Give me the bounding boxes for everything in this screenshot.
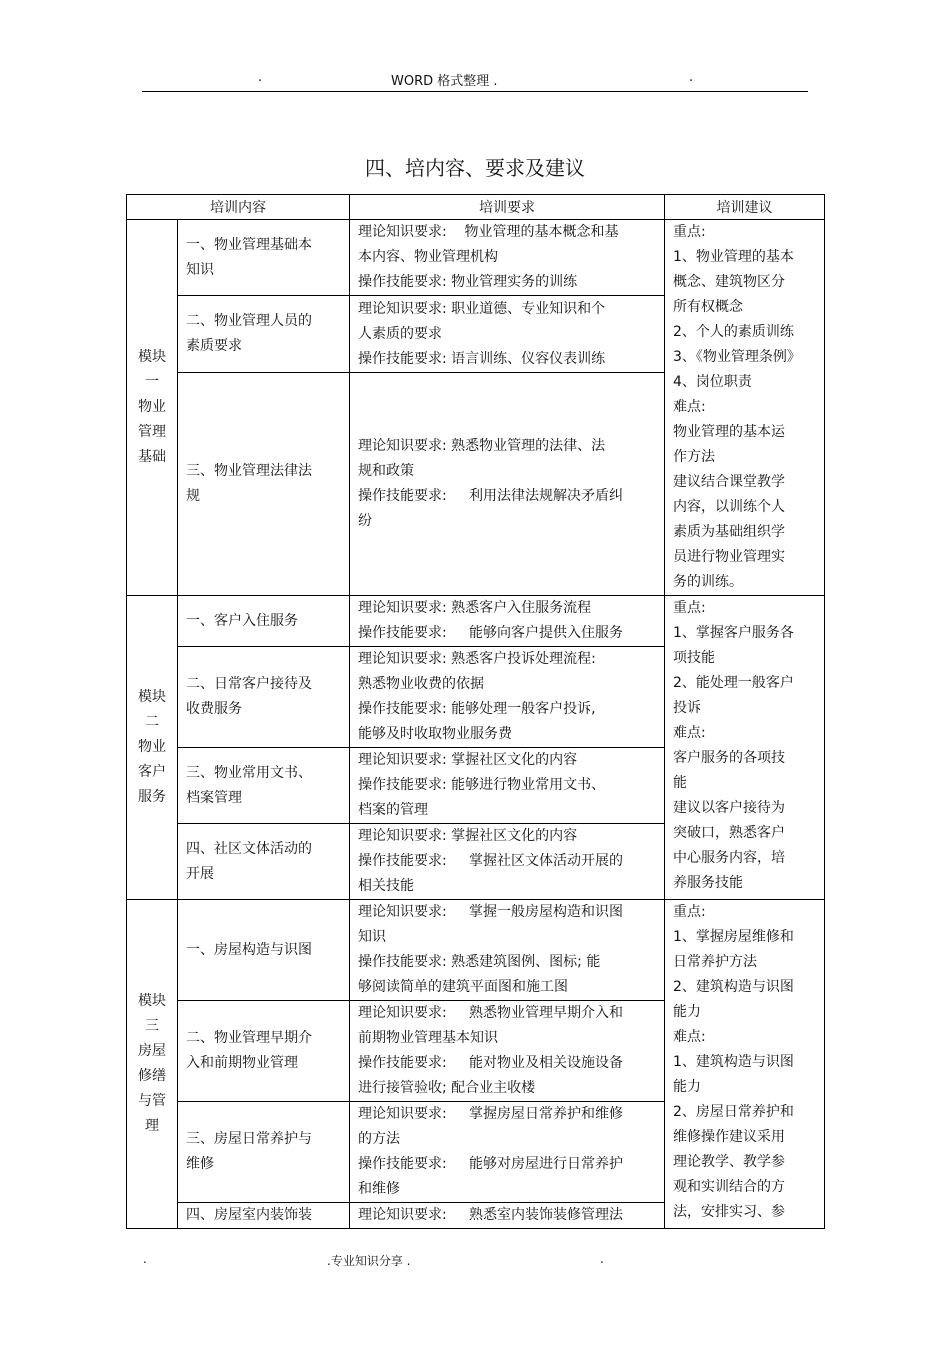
requirement-line: 熟悉物业收费的依据 — [358, 676, 484, 692]
suggestion-cell — [665, 596, 825, 900]
requirement-line: 理论知识要求: 物业管理的基本概念和基 — [358, 224, 619, 241]
content-line: 收费服务 — [186, 701, 242, 717]
requirement-cell — [350, 372, 665, 595]
module-name-line: 一 — [145, 374, 159, 390]
requirement-line: 理论知识要求: 熟悉客户入住服务流程 — [358, 600, 592, 616]
module-name-line: 模块 — [138, 689, 166, 705]
content-line: 档案管理 — [186, 789, 242, 806]
requirement-line: 操作技能要求: 语言训练、仪容仪表训练 — [358, 350, 606, 367]
requirement-line: 操作技能要求: 能够向客户提供入住服务 — [358, 625, 623, 641]
suggestion-line: 投诉 — [673, 700, 701, 716]
content-line: 四、房屋室内装饰装 — [186, 1207, 312, 1223]
content-cell — [178, 296, 350, 372]
requirement-line: 操作技能要求: 能对物业及相关设施设备 — [358, 1055, 623, 1071]
table-row — [127, 220, 825, 296]
suggestion-line: 中心服务内容，培 — [673, 850, 785, 866]
suggestion-line: 能力 — [673, 1004, 701, 1020]
requirement-cell — [350, 900, 665, 1001]
suggestion-line: 物业管理的基本运 — [673, 424, 785, 440]
suggestion-line: 内容，以训练个人 — [673, 499, 785, 515]
requirement-line: 规和政策 — [358, 462, 414, 479]
suggestion-line: 3、《物业管理条例》 — [673, 349, 801, 365]
suggestion-line: 重点: — [673, 904, 706, 920]
content-cell — [178, 596, 350, 647]
module-name-line: 客户 — [138, 764, 166, 780]
suggestion-line: 难点: — [673, 725, 706, 741]
requirement-cell — [350, 220, 665, 296]
requirement-line: 理论知识要求: 掌握社区文化的内容 — [358, 752, 578, 768]
suggestion-line: 2、能处理一般客户 — [673, 675, 794, 691]
requirement-line: 前期物业管理基本知识 — [358, 1030, 498, 1046]
requirement-line: 理论知识要求: 熟悉室内装饰装修管理法 — [358, 1207, 623, 1223]
suggestion-line: 2、房屋日常养护和 — [673, 1104, 794, 1120]
page-header-dot-right: . — [689, 70, 694, 85]
module-name-line: 物业 — [138, 739, 166, 755]
suggestion-line: 素质为基础组织学 — [673, 524, 785, 540]
requirement-line: 本内容、物业管理机构 — [358, 249, 498, 266]
content-line: 二、物业管理人员的 — [186, 313, 312, 330]
suggestion-line: 难点: — [673, 399, 706, 415]
requirement-cell — [350, 1001, 665, 1102]
suggestion-line: 养服务技能 — [673, 875, 743, 891]
requirement-line: 知识 — [358, 929, 386, 945]
requirement-line: 操作技能要求: 能够对房屋进行日常养护 — [358, 1156, 623, 1172]
requirement-line: 和维修 — [358, 1181, 400, 1197]
suggestion-line: 理论教学、教学参 — [673, 1154, 785, 1170]
header-suggestions: 培训建议 — [665, 195, 825, 220]
module-name-line: 基础 — [138, 449, 166, 465]
content-line: 一、客户入住服务 — [186, 612, 298, 629]
module-name-line: 修缮 — [138, 1068, 166, 1084]
requirement-line: 人素质的要求 — [358, 325, 442, 342]
requirement-line: 相关技能 — [358, 878, 414, 894]
table-row — [127, 596, 825, 647]
suggestion-line: 作方法 — [673, 449, 715, 465]
suggestion-line: 客户服务的各项技 — [673, 750, 785, 766]
suggestion-line: 建议结合课堂教学 — [673, 474, 785, 490]
module-name-line: 服务 — [138, 789, 166, 805]
content-line: 知识 — [186, 261, 214, 278]
content-cell — [178, 1203, 350, 1229]
suggestion-line: 突破口，熟悉客户 — [673, 825, 785, 841]
content-line: 二、日常客户接待及 — [186, 676, 312, 692]
content-line: 素质要求 — [186, 338, 242, 355]
requirement-line: 进行接管验收; 配合业主收楼 — [358, 1080, 536, 1096]
content-line: 三、房屋日常养护与 — [186, 1131, 312, 1147]
suggestion-line: 1、物业管理的基本 — [673, 249, 794, 265]
requirement-line: 操作技能要求: 利用法律法规解决矛盾纠 — [358, 487, 623, 504]
page-footer-text: .专业知识分享 . — [327, 1254, 411, 1268]
requirement-line: 纷 — [358, 512, 372, 529]
suggestion-line: 务的训练。 — [673, 574, 743, 590]
page-footer-dot-left: . — [143, 1252, 147, 1266]
suggestion-line: 所有权概念 — [673, 299, 743, 315]
suggestion-line: 能力 — [673, 1079, 701, 1095]
requirement-line: 理论知识要求: 职业道德、专业知识和个 — [358, 300, 606, 317]
requirement-line: 操作技能要求: 能够处理一般客户投诉, — [358, 701, 596, 717]
module-name-line: 二 — [145, 714, 159, 730]
suggestion-line: 2、个人的素质训练 — [673, 324, 794, 340]
module-name-line: 物业 — [138, 399, 166, 415]
requirement-line: 理论知识要求: 掌握社区文化的内容 — [358, 828, 578, 844]
suggestion-line: 难点: — [673, 1029, 706, 1045]
suggestion-line: 1、掌握客户服务各 — [673, 625, 794, 641]
suggestion-line: 员进行物业管理实 — [673, 549, 785, 565]
table-row — [127, 900, 825, 1001]
content-line: 维修 — [186, 1156, 214, 1172]
requirement-cell — [350, 1203, 665, 1229]
suggestion-line: 概念、建筑物区分 — [673, 274, 785, 290]
module-name-cell — [127, 596, 178, 900]
requirement-cell — [350, 296, 665, 372]
suggestion-cell — [665, 220, 825, 596]
requirement-line: 理论知识要求: 熟悉客户投诉处理流程: — [358, 651, 596, 667]
training-table — [126, 194, 825, 1229]
module-name-cell — [127, 900, 178, 1229]
content-line: 规 — [186, 487, 200, 504]
requirement-line: 理论知识要求: 掌握房屋日常养护和维修 — [358, 1106, 623, 1122]
suggestion-line: 1、建筑构造与识图 — [673, 1054, 794, 1070]
requirement-line: 操作技能要求: 能够进行物业常用文书、 — [358, 777, 606, 793]
suggestion-line: 法，安排实习、参 — [673, 1204, 785, 1220]
requirement-cell — [350, 748, 665, 824]
suggestion-line: 重点: — [673, 600, 706, 616]
content-cell — [178, 748, 350, 824]
content-line: 二、物业管理早期介 — [186, 1030, 312, 1046]
requirement-cell — [350, 824, 665, 900]
requirement-line: 操作技能要求: 掌握社区文体活动开展的 — [358, 853, 623, 869]
page-header-dot-left: . — [258, 70, 263, 85]
content-cell — [178, 372, 350, 595]
content-cell — [178, 1001, 350, 1102]
suggestion-line: 日常养护方法 — [673, 954, 757, 970]
content-line: 四、社区文体活动的 — [186, 840, 312, 857]
requirement-cell — [350, 647, 665, 748]
content-line: 一、物业管理基础本 — [186, 236, 312, 253]
requirement-line: 理论知识要求: 熟悉物业管理的法律、法 — [358, 437, 606, 454]
suggestion-line: 项技能 — [673, 650, 715, 666]
requirement-line: 能够及时收取物业服务费 — [358, 726, 512, 742]
page-footer-dot-right: . — [600, 1252, 604, 1266]
module-name-line: 与管 — [138, 1093, 166, 1109]
suggestion-line: 观和实训结合的方 — [673, 1179, 785, 1195]
module-name-line: 模块 — [138, 349, 166, 365]
header-requirements: 培训要求 — [350, 195, 665, 220]
table-header-row — [127, 195, 825, 220]
page-header-text: WORD 格式整理 . — [391, 74, 498, 89]
page-title: 四、培内容、要求及建议 — [365, 156, 585, 180]
module-name-line: 管理 — [138, 424, 166, 440]
requirement-line: 够阅读简单的建筑平面图和施工图 — [358, 979, 568, 995]
module-name-line: 房屋 — [138, 1043, 166, 1059]
suggestion-line: 重点: — [673, 224, 706, 240]
content-line: 一、房屋构造与识图 — [186, 941, 312, 958]
requirement-line: 档案的管理 — [358, 802, 428, 818]
requirement-line: 操作技能要求: 物业管理实务的训练 — [358, 274, 578, 291]
content-line: 三、物业管理法律法 — [186, 462, 312, 479]
content-line: 三、物业常用文书、 — [186, 764, 312, 781]
module-name-line: 三 — [145, 1018, 159, 1034]
suggestion-line: 4、岗位职责 — [673, 374, 752, 390]
suggestion-line: 维修操作建议采用 — [673, 1129, 785, 1145]
requirement-cell — [350, 596, 665, 647]
requirement-line: 理论知识要求: 掌握一般房屋构造和识图 — [358, 904, 623, 920]
suggestion-cell — [665, 900, 825, 1229]
requirement-line: 的方法 — [358, 1131, 400, 1147]
content-line: 开展 — [186, 865, 214, 882]
requirement-line: 理论知识要求: 熟悉物业管理早期介入和 — [358, 1005, 623, 1021]
suggestion-line: 2、建筑构造与识图 — [673, 979, 794, 995]
header-rule — [142, 91, 808, 92]
content-cell — [178, 900, 350, 1001]
suggestion-line: 1、掌握房屋维修和 — [673, 929, 794, 945]
header-content: 培训内容 — [127, 195, 350, 220]
suggestion-line: 能 — [673, 775, 687, 791]
module-name-line: 模块 — [138, 993, 166, 1009]
module-name-cell — [127, 220, 178, 596]
requirement-line: 操作技能要求: 熟悉建筑图例、图标; 能 — [358, 954, 601, 970]
content-line: 入和前期物业管理 — [186, 1055, 298, 1071]
content-cell — [178, 220, 350, 296]
content-cell — [178, 647, 350, 748]
suggestion-line: 建议以客户接待为 — [673, 800, 785, 816]
requirement-cell — [350, 1102, 665, 1203]
content-cell — [178, 1102, 350, 1203]
content-cell — [178, 824, 350, 900]
module-name-line: 理 — [145, 1118, 159, 1134]
